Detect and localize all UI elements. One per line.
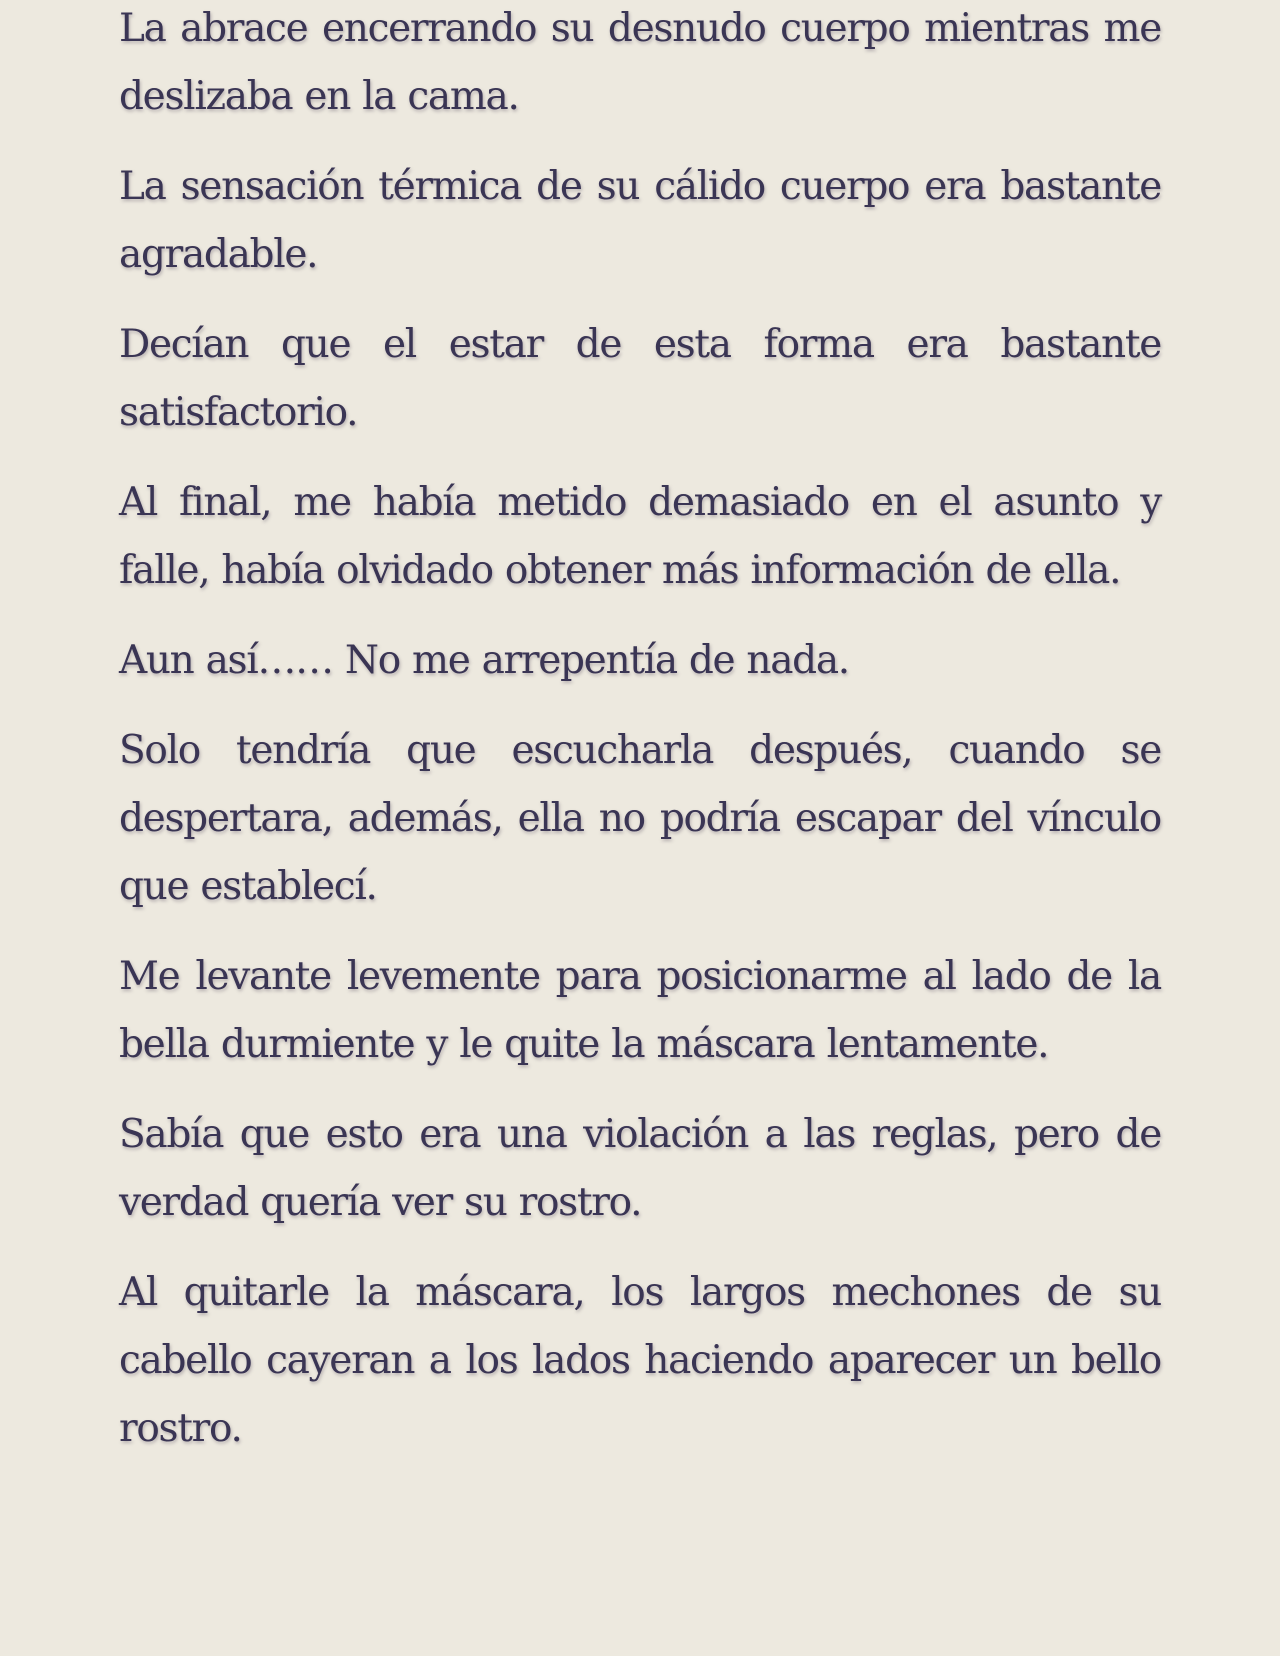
paragraph: Solo tendría que escucharla después, cuando se despertara, además, ella no podría escapar del vínculo que establecí. [119,728,1161,909]
paragraph: Sabía que esto era una violación a las reglas, pero de verdad quería ver su rostro. [119,1112,1161,1225]
paragraph: La abrace encerrando su desnudo cuerpo mientras me deslizaba en la cama. [119,6,1161,119]
text-body [119,0,1161,1463]
paragraph: Al final, me había metido demasiado en el asunto y falle, había olvidado obtener más información de ella. [119,480,1161,593]
document-page [119,0,1161,1656]
paragraph: Me levante levemente para posicionarme al lado de la bella durmiente y le quite la máscara lentamente. [119,954,1161,1067]
paragraph: Al quitarle la máscara, los largos mechones de su cabello cayeran a los lados haciendo aparecer un bello rostro. [119,1270,1161,1451]
paragraph: La sensación térmica de su cálido cuerpo era bastante agradable. [119,164,1161,277]
paragraph: Decían que el estar de esta forma era bastante satisfactorio. [119,322,1161,435]
paragraph: Aun así…… No me arrepentía de nada. [119,638,849,683]
